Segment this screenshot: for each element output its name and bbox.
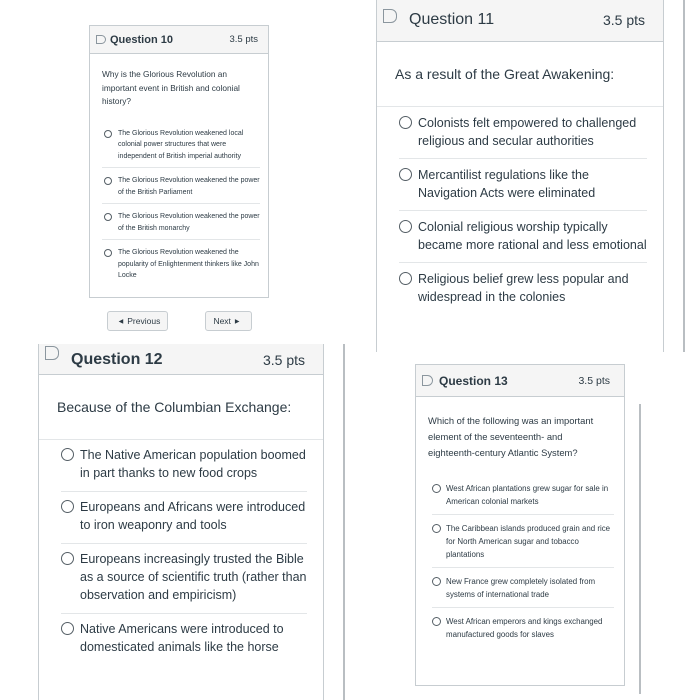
answer-option[interactable]: [61, 440, 307, 491]
flag-question-icon[interactable]: [45, 346, 59, 360]
answer-option[interactable]: [432, 475, 614, 514]
answer-option[interactable]: [399, 210, 647, 262]
next-label: Next: [213, 316, 231, 326]
radio-button[interactable]: [61, 622, 74, 635]
answer-label: The Glorious Revolution weakened the popularity of Enlightenment thinkers like John Locke: [118, 249, 259, 279]
question-13-card: [415, 364, 625, 686]
answer-label: Religious belief grew less popular and widespread in the colonies: [418, 272, 629, 304]
answer-option[interactable]: [61, 491, 307, 543]
answer-list: [90, 121, 268, 287]
flag-question-icon[interactable]: [383, 9, 397, 23]
question-points: 3.5 pts: [262, 351, 305, 368]
answer-option[interactable]: [102, 121, 260, 168]
answer-label: Native Americans were introduced to domesticated animals like the horse: [80, 622, 284, 654]
question-header: [416, 365, 624, 397]
question-prompt: Why is the Glorious Revolution an important event in British and colonial history?: [102, 69, 240, 106]
question-prompt: As a result of the Great Awakening:: [377, 42, 663, 107]
question-title: Question 11: [409, 11, 495, 28]
question-prompt: Because of the Columbian Exchange:: [39, 375, 323, 440]
question-prompt: Which of the following was an important element of the seventeenth- and eighteenth-century Atlantic System?: [428, 415, 594, 458]
answer-label: Mercantilist regulations like the Navigation Acts were eliminated: [418, 168, 596, 200]
answer-option[interactable]: [399, 262, 647, 314]
answer-option[interactable]: [102, 167, 260, 203]
radio-button[interactable]: [399, 168, 412, 181]
answer-label: The Glorious Revolution weakened the power of the British monarchy: [118, 213, 260, 232]
answer-option[interactable]: [432, 607, 614, 647]
answer-label: The Caribbean islands produced grain and rice for North American sugar and tobacco plantations: [446, 524, 611, 559]
flag-question-icon[interactable]: [422, 375, 433, 386]
answer-option[interactable]: [432, 567, 614, 607]
radio-button[interactable]: [61, 448, 74, 461]
answer-label: Europeans and Africans were introduced to iron weaponry and tools: [80, 500, 306, 532]
question-13-panel: [350, 352, 700, 700]
question-points: 3.5 pts: [229, 34, 258, 45]
scrollbar-divider: [683, 0, 685, 352]
question-header: [90, 26, 268, 54]
answer-option[interactable]: [61, 613, 307, 665]
radio-button[interactable]: [61, 500, 74, 513]
question-11-card: [376, 0, 664, 352]
radio-button[interactable]: [104, 177, 112, 185]
answer-option[interactable]: [399, 107, 647, 158]
radio-button[interactable]: [104, 213, 112, 221]
answer-option[interactable]: [432, 514, 614, 567]
answer-option[interactable]: [399, 158, 647, 210]
chevron-right-icon: ▶: [234, 318, 240, 325]
radio-button[interactable]: [399, 220, 412, 233]
answer-label: West African emperors and kings exchanged manufactured goods for slaves: [446, 617, 603, 639]
answer-label: Colonists felt empowered to challenged religious and secular authorities: [418, 116, 637, 148]
radio-button[interactable]: [104, 249, 112, 257]
question-points: 3.5 pts: [578, 374, 610, 387]
answer-list: [377, 107, 663, 314]
question-title: Question 13: [439, 373, 508, 388]
question-10-panel: [0, 0, 346, 342]
answer-list: [416, 475, 624, 647]
answer-option[interactable]: [102, 239, 260, 287]
answer-option[interactable]: [102, 203, 260, 239]
scrollbar-divider: [343, 344, 345, 700]
next-button[interactable]: [205, 311, 252, 331]
answer-label: The Glorious Revolution weakened the power of the British Parliament: [118, 177, 260, 196]
question-title: Question 10: [110, 33, 173, 46]
chevron-left-icon: ◀: [118, 318, 124, 325]
answer-list: [39, 440, 323, 665]
answer-label: Europeans increasingly trusted the Bible as a source of scientific truth (rather than observation and empiricism): [80, 552, 307, 602]
previous-button[interactable]: [107, 311, 168, 331]
radio-button[interactable]: [432, 484, 441, 493]
answer-label: West African plantations grew sugar for sale in American colonial markets: [446, 484, 609, 506]
answer-label: The Native American population boomed in part thanks to new food crops: [80, 448, 306, 480]
answer-label: New France grew completely isolated from systems of international trade: [446, 577, 596, 599]
radio-button[interactable]: [399, 116, 412, 129]
question-12-panel: [0, 344, 348, 700]
radio-button[interactable]: [432, 617, 441, 626]
radio-button[interactable]: [104, 130, 112, 138]
radio-button[interactable]: [432, 524, 441, 533]
previous-label: Previous: [127, 316, 161, 326]
flag-question-icon[interactable]: [96, 35, 106, 44]
scrollbar-divider: [639, 404, 641, 694]
radio-button[interactable]: [61, 552, 74, 565]
answer-option[interactable]: [61, 543, 307, 613]
question-11-panel: [348, 0, 700, 352]
question-title: Question 12: [71, 350, 163, 368]
radio-button[interactable]: [399, 272, 412, 285]
answer-label: The Glorious Revolution weakened local colonial power structures that were independent of British imperial authority: [118, 129, 244, 160]
question-points: 3.5 pts: [602, 12, 645, 28]
question-header: [377, 0, 663, 42]
radio-button[interactable]: [432, 577, 441, 586]
question-header: [39, 344, 323, 375]
question-10-card: [89, 25, 269, 298]
question-12-card: [38, 344, 324, 700]
answer-label: Colonial religious worship typically became more rational and less emotional: [418, 220, 647, 252]
